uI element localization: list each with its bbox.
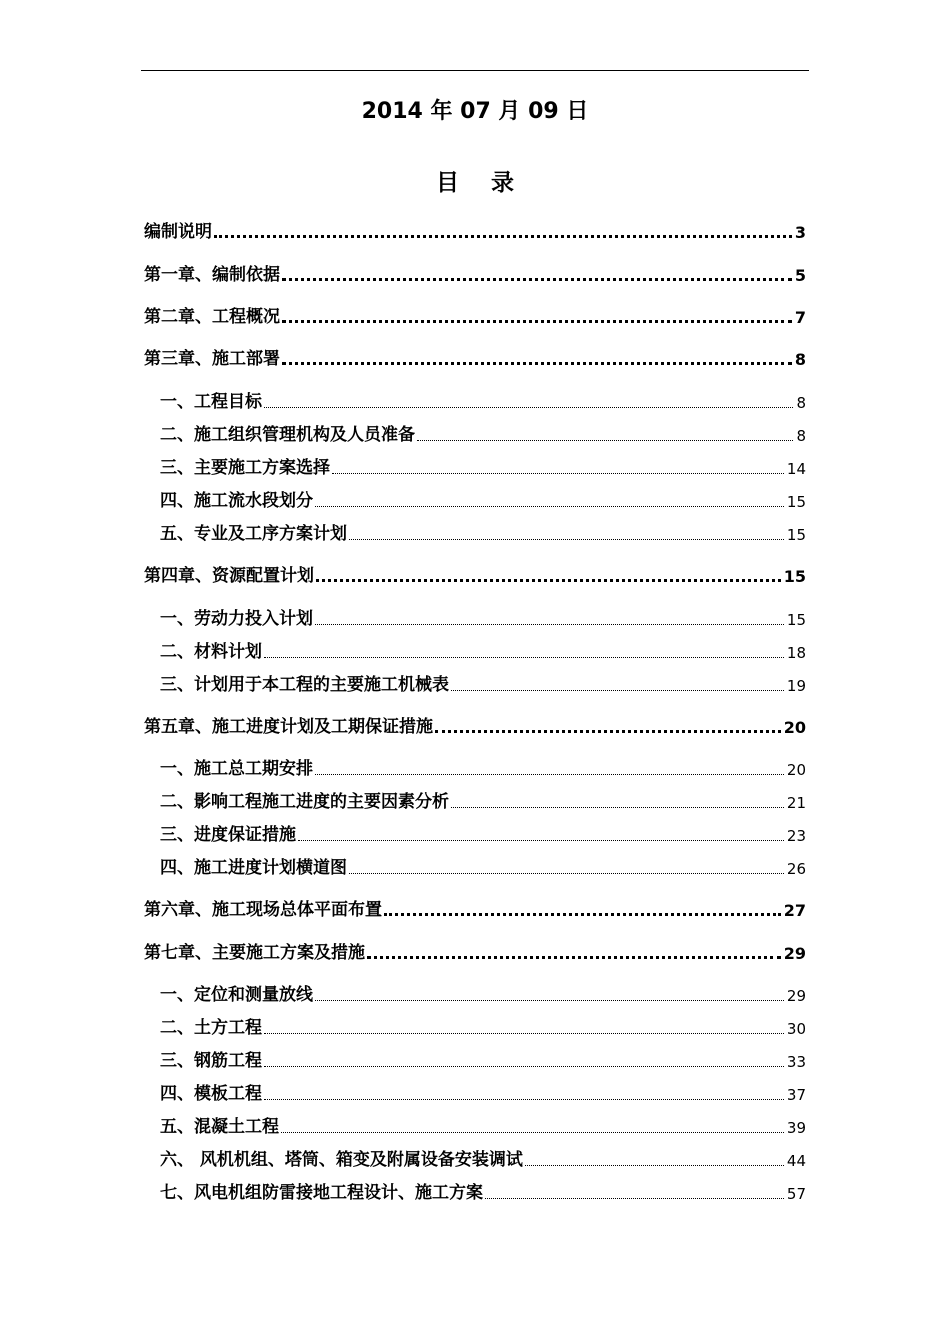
toc-section-entry[interactable]	[160, 852, 806, 878]
toc-page-number: 21	[786, 794, 806, 812]
toc-dot-leader	[316, 579, 781, 582]
toc-page-number: 15	[786, 493, 806, 511]
toc-chapter-entry[interactable]	[144, 259, 806, 285]
toc-section-entry[interactable]	[160, 979, 806, 1005]
toc-title: 目 录	[435, 170, 526, 196]
toc-entry-label: 第二章、工程概况	[144, 307, 280, 327]
toc-page-number: 29	[786, 987, 806, 1005]
toc-entry-label: 一、施工总工期安排	[160, 759, 313, 779]
toc-section-entry[interactable]	[160, 452, 806, 478]
toc-entry-label: 二、施工组织管理机构及人员准备	[160, 425, 415, 445]
toc-page-number: 15	[786, 526, 806, 544]
toc-section-entry[interactable]	[160, 386, 806, 412]
toc-entry-label: 第六章、施工现场总体平面布置	[144, 900, 382, 920]
toc-page-number: 3	[794, 223, 806, 242]
toc-section-entry[interactable]	[160, 485, 806, 511]
toc-entry-label: 一、劳动力投入计划	[160, 609, 313, 629]
toc-dot-leader	[214, 235, 792, 238]
toc-page-number: 15	[786, 611, 806, 629]
toc-section-entry[interactable]	[160, 1012, 806, 1038]
toc-page-number: 20	[786, 761, 806, 779]
toc-dot-leader	[367, 956, 781, 959]
toc-entry-label: 一、工程目标	[160, 392, 262, 412]
toc-section-entry[interactable]	[160, 1045, 806, 1071]
toc-entry-label: 编制说明	[144, 222, 212, 242]
toc-entry-label: 四、模板工程	[160, 1084, 262, 1104]
toc-section-entry[interactable]	[160, 1078, 806, 1104]
toc-page-number: 19	[786, 677, 806, 695]
toc-chapter-entry[interactable]	[144, 560, 806, 586]
toc-dot-leader	[315, 506, 784, 507]
toc-page-number: 8	[794, 350, 806, 369]
toc-page-number: 30	[786, 1020, 806, 1038]
toc-entry-label: 第五章、施工进度计划及工期保证措施	[144, 717, 433, 737]
toc-page-number: 39	[786, 1119, 806, 1137]
toc-dot-leader	[264, 657, 784, 658]
toc-page-number: 57	[786, 1185, 806, 1203]
toc-dot-leader	[417, 440, 793, 441]
toc-dot-leader	[349, 539, 784, 540]
toc-entry-label: 六、 风机机组、塔筒、箱变及附属设备安装调试	[160, 1150, 523, 1170]
toc-section-entry[interactable]	[160, 786, 806, 812]
toc-entry-label: 三、主要施工方案选择	[160, 458, 330, 478]
toc-dot-leader	[282, 320, 792, 323]
toc-section-entry[interactable]	[160, 419, 806, 445]
toc-dot-leader	[264, 1099, 784, 1100]
toc-page-number: 37	[786, 1086, 806, 1104]
document-date: 2014 年 07 月 09 日	[361, 99, 589, 124]
toc-section-entry[interactable]	[160, 669, 806, 695]
toc-page-number: 20	[783, 718, 806, 737]
toc-entry-label: 二、土方工程	[160, 1018, 262, 1038]
toc-dot-leader	[451, 690, 784, 691]
toc-entry-label: 五、混凝土工程	[160, 1117, 279, 1137]
toc-entry-label: 第七章、主要施工方案及措施	[144, 943, 365, 963]
toc-dot-leader	[315, 1000, 784, 1001]
toc-chapter-entry[interactable]	[144, 343, 806, 369]
toc-page-number: 8	[796, 427, 806, 445]
toc-dot-leader	[281, 1132, 784, 1133]
toc-dot-leader	[264, 407, 793, 408]
toc-entry-label: 二、材料计划	[160, 642, 262, 662]
toc-page-number: 14	[786, 460, 806, 478]
toc-page-number: 23	[786, 827, 806, 845]
toc-chapter-entry[interactable]	[144, 301, 806, 327]
toc-entry-label: 一、定位和测量放线	[160, 985, 313, 1005]
toc-section-entry[interactable]	[160, 603, 806, 629]
toc-section-entry[interactable]	[160, 753, 806, 779]
toc-chapter-entry[interactable]	[144, 937, 806, 963]
toc-dot-leader	[332, 473, 784, 474]
toc-page-number: 26	[786, 860, 806, 878]
toc-dot-leader	[349, 873, 784, 874]
toc-entry-label: 第一章、编制依据	[144, 265, 280, 285]
toc-page-number: 27	[783, 901, 806, 920]
toc-dot-leader	[282, 278, 792, 281]
toc-dot-leader	[485, 1198, 784, 1199]
toc-page-number: 33	[786, 1053, 806, 1071]
toc-section-entry[interactable]	[160, 636, 806, 662]
toc-entry-label: 二、影响工程施工进度的主要因素分析	[160, 792, 449, 812]
toc-chapter-entry[interactable]	[144, 894, 806, 920]
toc-dot-leader	[525, 1165, 784, 1166]
toc-page-number: 29	[783, 944, 806, 963]
toc-section-entry[interactable]	[160, 819, 806, 845]
toc-page-number: 44	[786, 1152, 806, 1170]
toc-dot-leader	[315, 624, 784, 625]
toc-dot-leader	[282, 362, 792, 365]
toc-entry-label: 四、施工流水段划分	[160, 491, 313, 511]
toc-entry-label: 第四章、资源配置计划	[144, 566, 314, 586]
toc-chapter-entry[interactable]	[144, 216, 806, 242]
toc-section-entry[interactable]	[160, 1177, 806, 1203]
toc-entry-label: 五、专业及工序方案计划	[160, 524, 347, 544]
toc-entry-label: 第三章、施工部署	[144, 349, 280, 369]
toc-section-entry[interactable]	[160, 518, 806, 544]
toc-dot-leader	[298, 840, 784, 841]
toc-dot-leader	[451, 807, 784, 808]
toc-page-number: 18	[786, 644, 806, 662]
toc-entry-label: 三、进度保证措施	[160, 825, 296, 845]
toc-entry-label: 七、风电机组防雷接地工程设计、施工方案	[160, 1183, 483, 1203]
toc-page-number: 7	[794, 308, 806, 327]
toc-page-number: 8	[796, 394, 806, 412]
toc-section-entry[interactable]	[160, 1111, 806, 1137]
toc-dot-leader	[264, 1066, 784, 1067]
toc-dot-leader	[435, 730, 781, 733]
toc-page-number: 15	[783, 567, 806, 586]
toc-dot-leader	[384, 913, 781, 916]
toc-chapter-entry[interactable]	[144, 711, 806, 737]
toc-dot-leader	[315, 774, 784, 775]
toc-entry-label: 四、施工进度计划横道图	[160, 858, 347, 878]
toc-dot-leader	[264, 1033, 784, 1034]
toc-page-number: 5	[794, 266, 806, 285]
toc-section-entry[interactable]	[160, 1144, 806, 1170]
toc-entry-label: 三、计划用于本工程的主要施工机械表	[160, 675, 449, 695]
toc-entry-label: 三、钢筋工程	[160, 1051, 262, 1071]
